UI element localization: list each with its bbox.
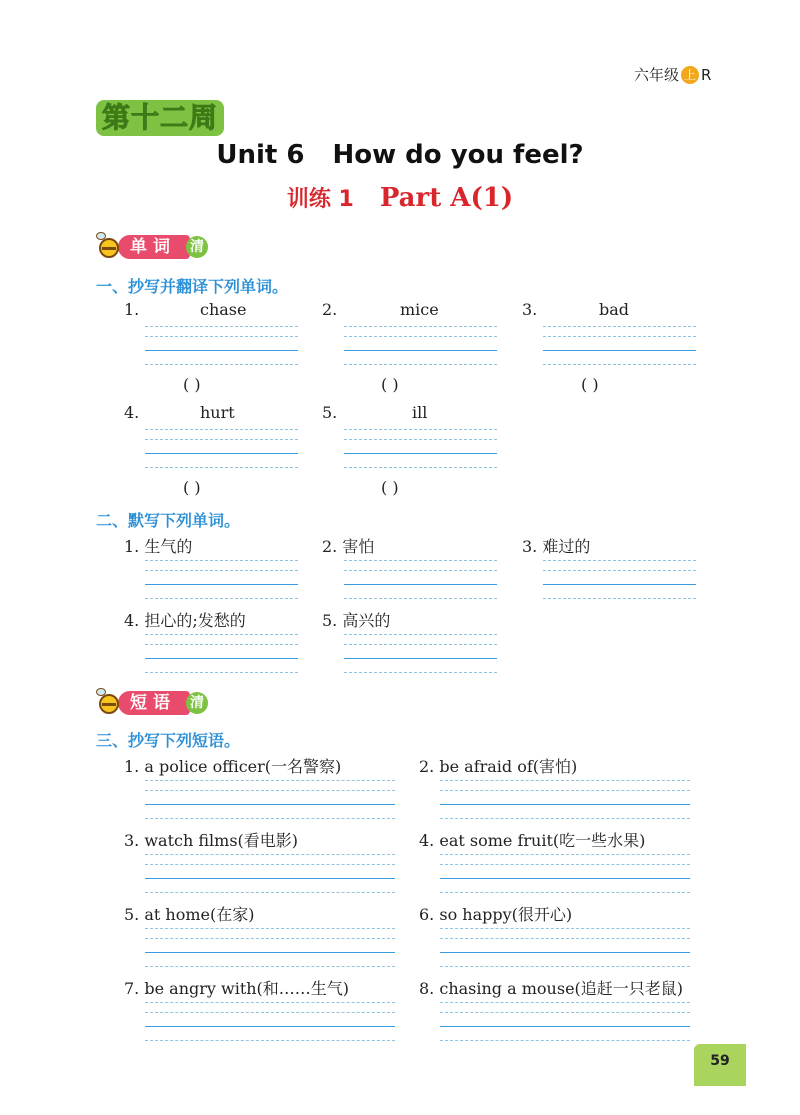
writing-lines[interactable] [145,928,395,968]
part-name: Part A(1) [379,183,514,213]
bee-icon [96,688,122,718]
ex3-item: 6. so happy(很开心) [419,905,573,924]
part-title [0,182,800,213]
writing-lines[interactable] [543,560,696,600]
ex1-item [124,300,298,319]
writing-lines[interactable] [344,634,497,674]
ex2-item: 4. 担心的;发愁的 [124,611,246,630]
item-number: 4. [124,403,140,422]
exercise-2-title: 二、默写下列单词。 [96,511,241,530]
writing-lines[interactable] [145,429,298,469]
writing-lines[interactable] [344,326,497,366]
item-word: bad [599,300,630,319]
item-word: hurt [200,403,235,422]
unit-name: How do you feel? [332,140,584,170]
qing-icon: 清 [186,236,208,258]
writing-lines[interactable] [440,854,690,894]
ex2-item: 5. 高兴的 [322,611,391,630]
item-number: 1. [124,300,140,319]
lesson-label: 训练 1 [286,187,354,212]
ex3-item: 2. be afraid of(害怕) [419,757,578,776]
item-word: chase [200,300,247,319]
writing-lines[interactable] [344,560,497,600]
grade-prefix: 六年级 [634,66,680,84]
unit-title [0,140,800,170]
qing-icon: 清 [186,692,208,714]
answer-parentheses[interactable]: ( ) [381,375,399,394]
grade-suffix: R [701,65,712,84]
writing-lines[interactable] [145,560,298,600]
writing-lines[interactable] [145,1002,395,1042]
item-word: ill [412,403,428,422]
answer-parentheses[interactable]: ( ) [381,478,399,497]
writing-lines[interactable] [440,928,690,968]
ex1-item [322,300,496,319]
section-label: 单词 [118,235,190,259]
page-number: 59 [694,1044,746,1086]
section-label: 短语 [118,691,190,715]
writing-lines[interactable] [145,854,395,894]
item-number: 3. [522,300,538,319]
ex1-item [124,403,298,422]
ex3-item: 7. be angry with(和……生气) [124,979,350,998]
item-number: 2. [322,300,338,319]
exercise-1-title: 一、抄写并翻译下列单词。 [96,277,289,296]
writing-lines[interactable] [145,326,298,366]
writing-lines[interactable] [145,634,298,674]
item-word: mice [400,300,439,319]
answer-parentheses[interactable]: ( ) [183,375,201,394]
unit-number: Unit 6 [216,140,305,170]
answer-parentheses[interactable]: ( ) [581,375,599,394]
ex3-item: 1. a police officer(一名警察) [124,757,342,776]
ex3-item: 3. watch films(看电影) [124,831,299,850]
ex1-item [322,403,496,422]
bee-icon [96,232,122,262]
section-badge-phrases [96,688,208,718]
ex1-item [522,300,696,319]
writing-lines[interactable] [440,1002,690,1042]
item-number: 5. [322,403,338,422]
ex2-item: 3. 难过的 [522,537,591,556]
writing-lines[interactable] [440,780,690,820]
semester-badge: 上 [681,66,699,84]
writing-lines[interactable] [543,326,696,366]
exercise-3-title: 三、抄写下列短语。 [96,731,241,750]
writing-lines[interactable] [344,429,497,469]
answer-parentheses[interactable]: ( ) [183,478,201,497]
writing-lines[interactable] [145,780,395,820]
ex3-item: 8. chasing a mouse(追赶一只老鼠) [419,979,684,998]
ex3-item: 5. at home(在家) [124,905,255,924]
week-badge: 第十二周 [96,100,224,136]
grade-label [634,64,711,85]
ex3-item: 4. eat some fruit(吃一些水果) [419,831,646,850]
section-badge-words [96,232,208,262]
ex2-item: 1. 生气的 [124,537,193,556]
ex2-item: 2. 害怕 [322,537,375,556]
